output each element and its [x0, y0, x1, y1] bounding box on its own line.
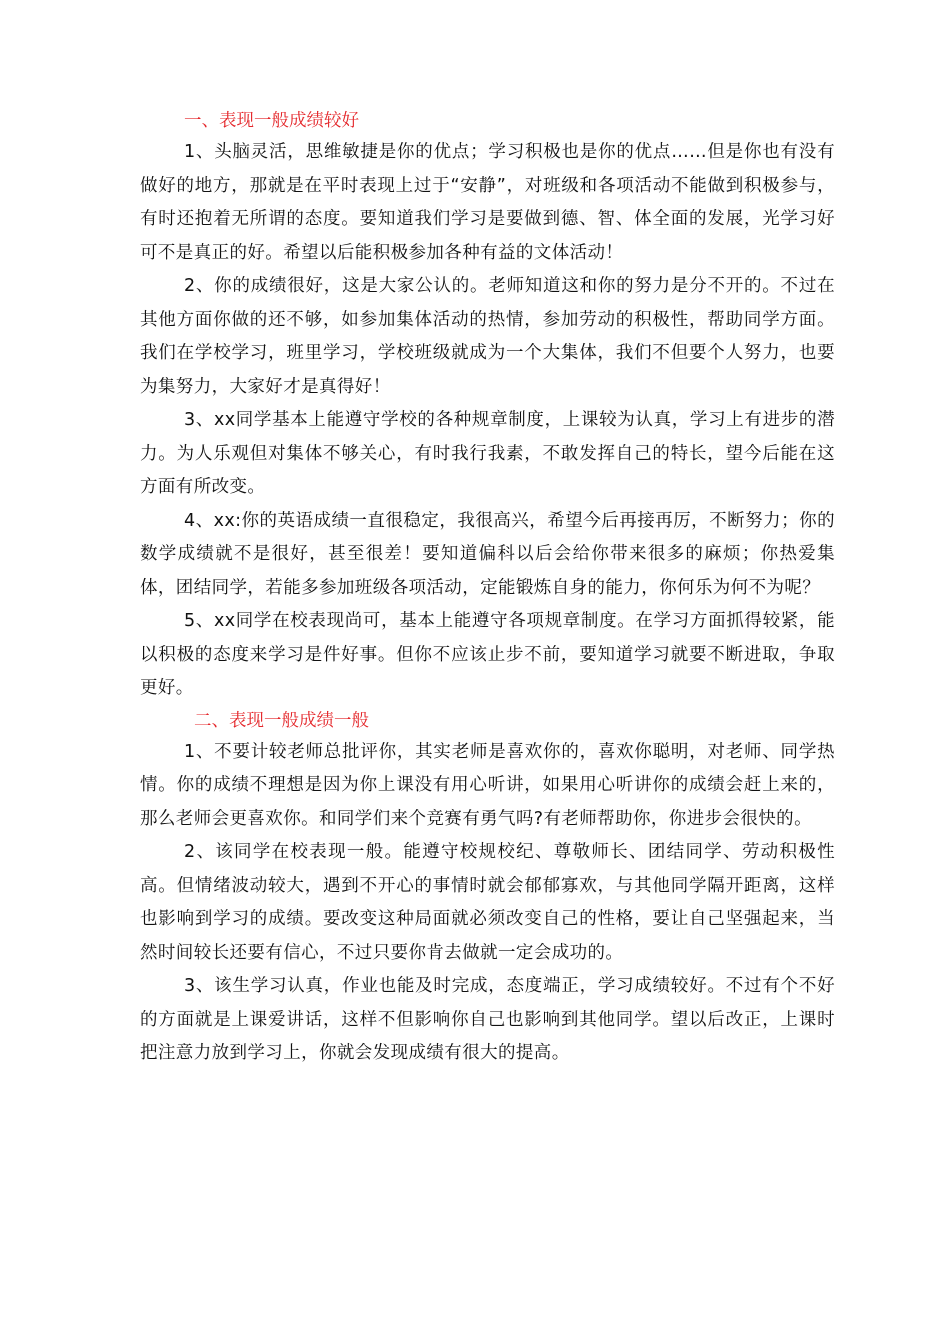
- paragraph: 1、头脑灵活，思维敏捷是你的优点；学习积极也是你的优点……但是你也有没有做好的地方，那就是在平时表现上过于“安静”，对班级和各项活动不能做到积极参与，有时还抱着无所谓的态度。要知道我们学习是要做到德、智、体全面的发展，光学习好可不是真正的好。希望以后能积极参加各种有益的文体活动！: [140, 142, 835, 263]
- paragraph: 5、xx同学在校表现尚可，基本上能遵守各项规章制度。在学习方面抓得较紧，能以积极的态度来学习是件好事。但你不应该止步不前，要知道学习就要不断进取，争取更好。: [140, 611, 835, 698]
- section-1: [140, 106, 835, 706]
- paragraph: 2、你的成绩很好，这是大家公认的。老师知道这和你的努力是分不开的。不过在其他方面你做的还不够，如参加集体活动的热情，参加劳动的积极性，帮助同学方面。我们在学校学习，班里学习，学校班级就成为一个大集体，我们不但要个人努力，也要为集努力，大家好才是真得好！: [140, 276, 835, 397]
- paragraph: 3、该生学习认真，作业也能及时完成，态度端正，学习成绩较好。不过有个不好的方面就是上课爱讲话，这样不但影响你自己也影响到其他同学。望以后改正，上课时把注意力放到学习上，你就会发现成绩有很大的提高。: [140, 976, 835, 1063]
- document-page: [140, 106, 835, 1071]
- paragraph: 4、xx:你的英语成绩一直很稳定，我很高兴，希望今后再接再厉，不断努力；你的数学成绩就不是很好，甚至很差！要知道偏科以后会给你带来很多的麻烦；你热爱集体，团结同学，若能多参加班级各项活动，定能锻炼自身的能力，你何乐为何不为呢？: [140, 510, 835, 598]
- section-heading: 二、表现一般成绩一般: [194, 710, 369, 731]
- section-heading: 一、表现一般成绩较好: [184, 111, 359, 131]
- paragraph: 3、xx同学基本上能遵守学校的各种规章制度，上课较为认真，学习上有进步的潜力。为人乐观但对集体不够关心，有时我行我素，不敢发挥自己的特长，望今后能在这方面有所改变。: [140, 410, 835, 497]
- section-2: [140, 706, 835, 1071]
- paragraph: 1、不要计较老师总批评你，其实老师是喜欢你的，喜欢你聪明，对老师、同学热情。你的成绩不理想是因为你上课没有用心听讲，如果用心听讲你的成绩会赶上来的，那么老师会更喜欢你。和同学们来个竞赛有勇气吗?有老师帮助你，你进步会很快的。: [140, 741, 835, 829]
- paragraph: 2、该同学在校表现一般。能遵守校规校纪、尊敬师长、团结同学、劳动积极性高。但情绪波动较大，遇到不开心的事情时就会郁郁寡欢，与其他同学隔开距离，这样也影响到学习的成绩。要改变这种局面就必须改变自己的性格，要让自己坚强起来，当然时间较长还要有信心，不过只要你肯去做就一定会成功的。: [140, 842, 835, 963]
